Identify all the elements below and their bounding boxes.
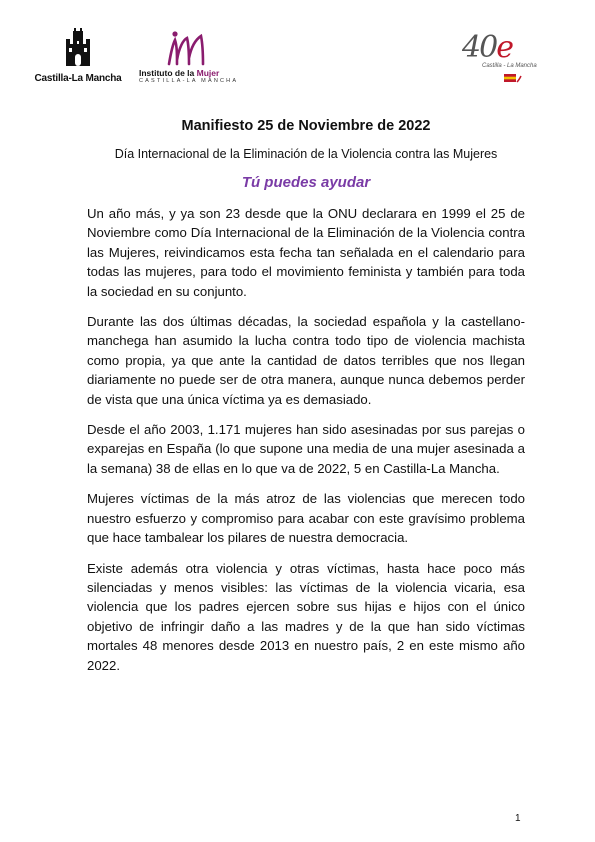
paragraph: Durante las dos últimas décadas, la sociedad española y la castellano-manchega han asumido la lucha contra todo tipo de violencia machista como propia, ya que ante la cantidad de datos terribles que nos llegan diariamente no puede ser de otra manera, aunque nunca debemos perder de vista que una única víctima ya es demasiado. — [87, 314, 525, 407]
document-motto: Tú puedes ayudar — [241, 174, 371, 191]
paragraph: Mujeres víctimas de la más atroz de las violencias que merecen todo nuestro esfuerzo y compromiso para acabar con este gravísimo problema que hace tambalear los pilares de nuestra democracia. — [87, 491, 525, 546]
document-title: Manifiesto 25 de Noviembre de 2022 — [181, 118, 431, 134]
instituto-mujer-title-part: Instituto de la — [139, 68, 197, 78]
document-body — [87, 118, 525, 686]
page-number: 1 — [515, 813, 521, 824]
castilla-la-mancha-logo-text: Castilla-La Mancha — [34, 73, 122, 84]
forty-anniversary-mark — [462, 30, 512, 65]
instituto-mujer-title-brand: Mujer — [196, 68, 220, 78]
instituto-mujer-logo-subtitle: CASTILLA-LA MANCHA — [139, 78, 239, 84]
document-subtitle: Día Internacional de la Eliminación de la Violencia contra las Mujeres — [114, 147, 498, 161]
instituto-mujer-emblem-icon — [163, 30, 209, 66]
paragraph: Un año más, y ya son 23 desde que la ONU declarara en 1999 el 25 de Noviembre como Día Internacional de la Eliminación de la Violencia contra las Mujeres, reivindicamos esta fecha tan señalada en el calendario para todas las mujeres, para todo el movimiento feminista y también para toda la sociedad en su conjunto. — [87, 206, 525, 299]
forty-number: 40 — [462, 30, 497, 65]
forty-anniversary-subtitle: Castilla - La Mancha — [482, 63, 537, 69]
instituto-mujer-logo — [135, 30, 245, 90]
forty-anniversary-logo — [462, 30, 552, 90]
paragraph: Desde el año 2003, 1.171 mujeres han sido asesinadas por sus parejas o exparejas en España (lo que supone una media de una mujer asesinada a la semana) 38 de ellas en lo que va de 2022, 5 en Castilla-La Mancha. — [87, 422, 525, 476]
instituto-mujer-logo-title — [139, 68, 219, 78]
flag-icon — [504, 74, 522, 84]
page-header — [0, 0, 595, 100]
castilla-la-mancha-logo — [28, 28, 128, 88]
paragraph: Existe además otra violencia y otras víctimas, hasta hace poco más silenciadas y menos visibles: las víctimas de la violencia vicaria, esa violencia que los padres ejercen sobre sus hijas e hijos con el único objetivo de infringir daño a las madres y de la que han sido víctimas mortales 48 menores desde 2013 en nuestro país, 2 en este mismo año 2022. — [87, 560, 525, 673]
castle-emblem-icon — [64, 28, 92, 68]
forty-e-letter: e — [496, 30, 512, 65]
